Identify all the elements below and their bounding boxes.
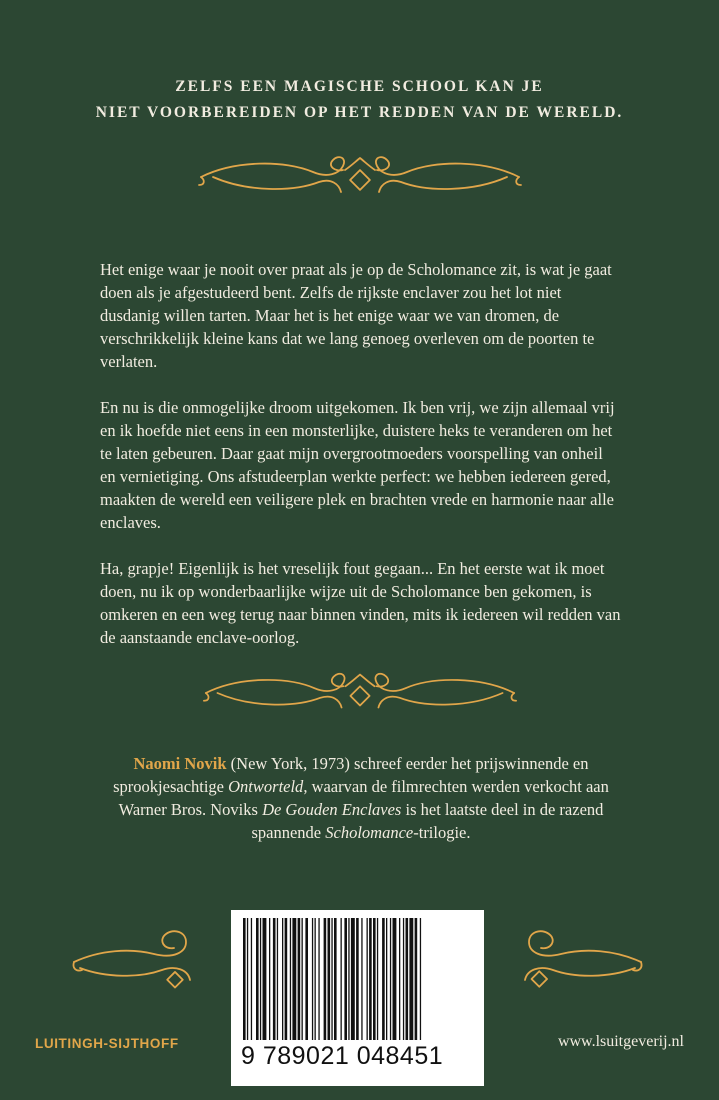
barcode-bar	[277, 918, 278, 1040]
barcode-bar	[361, 918, 362, 1040]
barcode-bar	[367, 918, 368, 1040]
author-name: Naomi Novik	[133, 754, 227, 773]
barcode-bar	[399, 918, 400, 1040]
author-bio-text-2: , waarvan de filmrechten werden verkocht aan Warner Bros. Noviks	[118, 777, 609, 819]
barcode	[231, 910, 484, 1086]
blurb-paragraph-1: Het enige waar je nooit over praat als je op de Scholomance zit, is wat je gaat doen als je afgestudeerd bent. Zelfs de rijkste enclaver zou het lot niet dusdanig willen tarten. Maar het is het enige waar we van dromen, de verschrikkelijk kleine kans dat we lang genoeg overleven om de poorten te verlaten.	[100, 260, 612, 371]
barcode-bar	[377, 918, 378, 1040]
barcode-bar	[382, 918, 385, 1040]
barcode-bar	[344, 918, 347, 1040]
barcode-bar	[312, 918, 313, 1040]
barcode-bar	[393, 918, 397, 1040]
isbn-digits: 9 789021 048451	[241, 1042, 444, 1070]
barcode-bar	[263, 918, 267, 1040]
barcode-bar	[318, 918, 319, 1040]
scroll-ornament-middle-icon	[200, 668, 520, 718]
barcode-bar	[334, 918, 337, 1040]
barcode-bar	[315, 918, 316, 1040]
author-bio-text-4: -trilogie.	[413, 823, 471, 842]
barcode-bar	[373, 918, 376, 1040]
barcode-bar	[302, 918, 303, 1040]
barcode-bar	[356, 918, 359, 1040]
barcode-bar	[348, 918, 349, 1040]
barcode-bar	[285, 918, 288, 1040]
barcode-bar	[409, 918, 413, 1040]
tagline	[0, 74, 719, 126]
barcode-bar	[351, 918, 355, 1040]
author-bio	[100, 752, 622, 844]
barcode-bar	[269, 918, 270, 1040]
barcode-bar	[243, 918, 246, 1040]
barcode-bar	[305, 918, 308, 1040]
barcode-bar	[256, 918, 259, 1040]
barcode-bar	[420, 918, 421, 1040]
barcode-bar	[251, 918, 252, 1040]
barcode-bar	[292, 918, 296, 1040]
flourish-corner-left-icon	[70, 922, 200, 992]
barcode-bar	[298, 918, 301, 1040]
scroll-ornament-top-icon	[195, 152, 525, 202]
barcode-bar	[341, 918, 342, 1040]
barcode-bar	[386, 918, 387, 1040]
barcode-bar	[290, 918, 291, 1040]
barcode-bar	[247, 918, 248, 1040]
tagline-line-2: NIET VOORBEREIDEN OP HET REDDEN VAN DE WERELD.	[95, 104, 624, 121]
barcode-bar	[328, 918, 331, 1040]
series-title-scholomance: Scholomance	[325, 823, 414, 842]
blurb	[100, 258, 622, 672]
barcode-bar	[324, 918, 327, 1040]
book-title-de-gouden-enclaves: De Gouden Enclaves	[262, 800, 402, 819]
blurb-paragraph-2: En nu is die onmogelijke droom uitgekomen. Ik ben vrij, we zijn allemaal vrij en ik hoefde niet eens in een monsterlijke, duistere heks te veranderen om het te laten gebeuren. Daar gaat mijn overgrootmoeders voorspelling van onheil en vernietiging. Ons afstudeerplan werkte perfect: we hebben iedereen gered, maakten de wereld een veiligere plek en brachten vrede en harmonie naar alle enclaves.	[100, 398, 615, 532]
barcode-bar	[273, 918, 276, 1040]
barcode-bar	[260, 918, 261, 1040]
barcode-bar	[390, 918, 391, 1040]
author-bio-text-1: (New York, 1973) schreef eerder het prijswinnende en sprookjesachtige	[113, 754, 589, 796]
barcode-bar	[403, 918, 404, 1040]
barcode-bar	[406, 918, 409, 1040]
tagline-line-1: ZELFS EEN MAGISCHE SCHOOL KAN JE	[175, 78, 544, 95]
author-bio-text-3: is het laatste deel in de razend spannende	[251, 800, 604, 842]
flourish-corner-right-icon	[515, 922, 645, 992]
barcode-bar	[369, 918, 372, 1040]
publisher-logo: LUITINGH-SIJTHOFF	[35, 1036, 179, 1051]
barcode-icon	[241, 918, 474, 1040]
barcode-bar	[331, 918, 332, 1040]
book-title-ontworteld: Ontworteld	[228, 777, 304, 796]
blurb-paragraph-3: Ha, grapje! Eigenlijk is het vreselijk fout gegaan... En het eerste wat ik moet doen, nu ik op wonderbaarlijke wijze uit de Scholomance ben gekomen, is omkeren en een weg terug naar binnen vinden, mits ik iedereen wil redden van de aanstaande enclave-oorlog.	[100, 559, 621, 647]
barcode-bar	[415, 918, 418, 1040]
publisher-website: www.lsuitgeverij.nl	[557, 1033, 684, 1050]
barcode-bar	[282, 918, 283, 1040]
